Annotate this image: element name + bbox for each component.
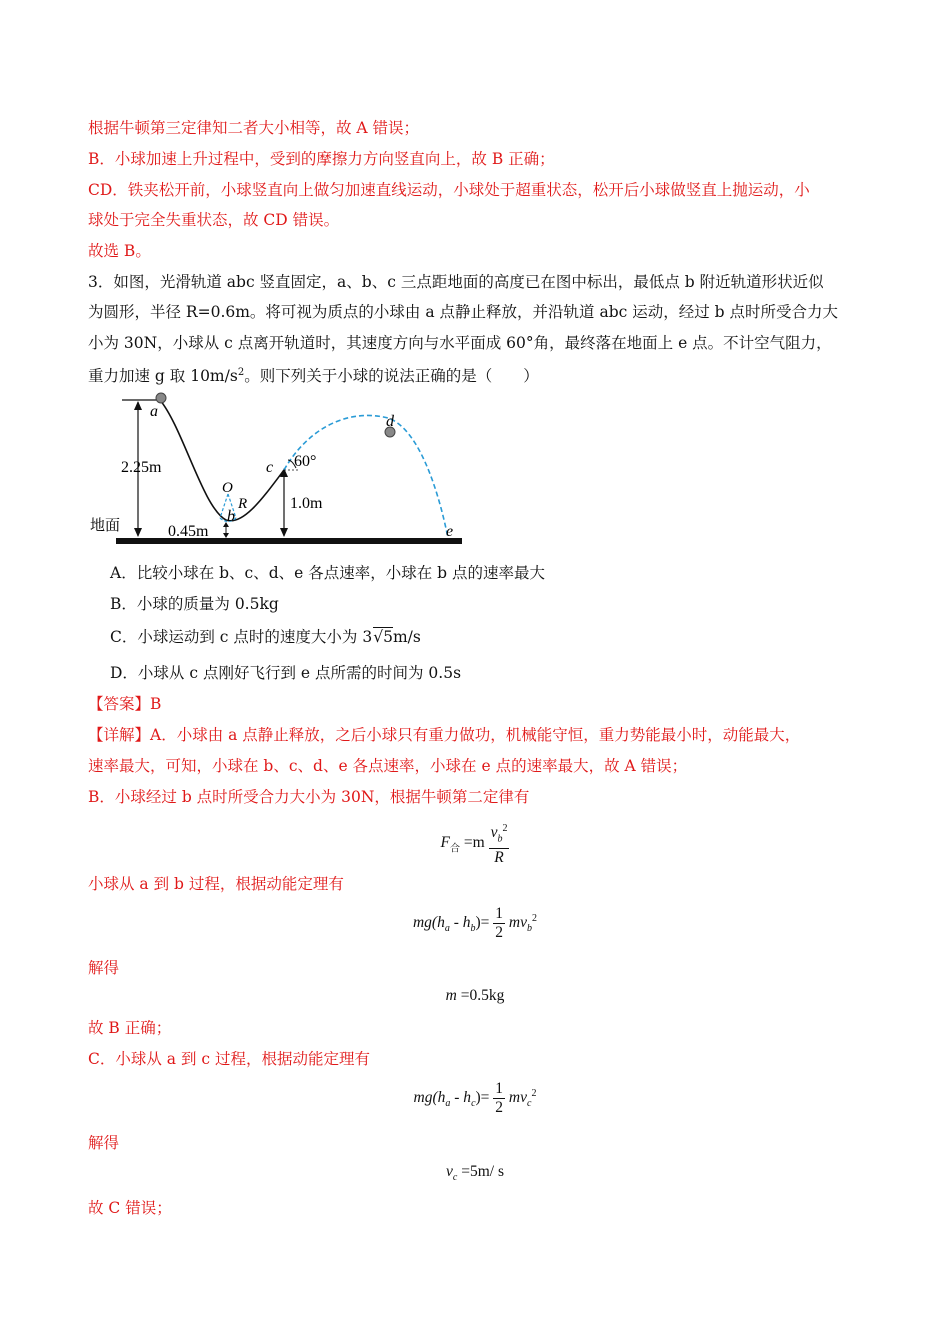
q3-line-4-b: 。则下列关于小球的说法正确的是（ ） bbox=[244, 367, 539, 386]
detail-line-3: B．小球经过 b 点时所受合力大小为 30N，根据牛顿第二定律有 bbox=[88, 788, 530, 806]
answer-label: 【答案】B bbox=[88, 695, 162, 713]
label-d: d bbox=[386, 413, 394, 430]
equation-3: m =0.5kg bbox=[445, 987, 505, 1004]
detail-line-7: C．小球从 a 到 c 过程，根据动能定理有 bbox=[88, 1050, 370, 1068]
option-d: D．小球从 c 点刚好飞行到 e 点所需的时间为 0.5s bbox=[110, 664, 462, 682]
label-ha: 2.25m bbox=[121, 459, 162, 476]
option-c: C．小球运动到 c 点时的速度大小为 3√5m/s bbox=[110, 628, 421, 646]
label-c: c bbox=[266, 459, 274, 476]
prev-line-1: 根据牛顿第三定律知二者大小相等，故 A 错误； bbox=[88, 119, 420, 137]
label-ground: 地面 bbox=[90, 516, 121, 534]
detail-line-4: 小球从 a 到 b 过程，根据动能定理有 bbox=[88, 875, 344, 893]
label-a: a bbox=[150, 403, 158, 420]
prev-line-3: CD．铁夹松开前，小球竖直向上做匀加速直线运动，小球处于超重状态，松开后小球做竖直上抛运动，小 bbox=[88, 181, 810, 199]
detail-line-9: 故 C 错误； bbox=[88, 1199, 172, 1217]
detail-line-2: 速率最大，可知，小球在 b、c、d、e 各点速率，小球在 e 点的速率最大，故 A 错误； bbox=[88, 757, 688, 775]
detail-line-1: 【详解】A．小球由 a 点静止释放，之后小球只有重力做功，机械能守恒，重力势能最小时，动能最大， bbox=[88, 726, 801, 744]
detail-line-5: 解得 bbox=[88, 959, 120, 977]
option-a: A．比较小球在 b、c、d、e 各点速率，小球在 b 点的速率最大 bbox=[110, 564, 546, 582]
option-b: B．小球的质量为 0.5kg bbox=[110, 595, 279, 613]
equation-5: $v_c =5m/$ s bbox=[446, 1163, 504, 1184]
track-figure bbox=[88, 388, 478, 550]
label-e: e bbox=[446, 523, 454, 540]
q3-line-4 bbox=[88, 363, 539, 386]
label-b: b bbox=[227, 508, 235, 525]
option-c-radicand: 5 bbox=[383, 628, 393, 646]
ball-a bbox=[156, 393, 166, 403]
equation-4: $mg(h_a - h_c)=$ $\frac{1}{2}$ $mv_c^2$ bbox=[413, 1080, 537, 1116]
detail-line-8: 解得 bbox=[88, 1134, 120, 1152]
label-hb: 0.45m bbox=[168, 523, 209, 540]
label-O: O bbox=[222, 480, 233, 496]
option-c-pre: C．小球运动到 c 点时的速度大小为 3 bbox=[110, 628, 373, 646]
q3-line-2: 为圆形，半径 R=0.6m。将可视为质点的小球由 a 点静止释放，并沿轨道 abc 运动，经过 b 点时所受合力大 bbox=[88, 303, 839, 321]
equation-1: $F_合 =m$ $\frac{v_b^2}{R}$ bbox=[0, 820, 950, 867]
prev-line-2: B．小球加速上升过程中，受到的摩擦力方向竖直向上，故 B 正确； bbox=[88, 150, 555, 168]
equation-2: $mg(h_a - h_b)=$ $\frac{1}{2}$ $mv_b^2$ bbox=[412, 905, 537, 941]
q3-line-3: 小为 30N，小球从 c 点离开轨道时，其速度方向与水平面成 60°角，最终落在地面上 e 点。不计空气阻力， bbox=[88, 334, 832, 352]
prev-line-5: 故选 B。 bbox=[88, 242, 151, 260]
q3-line-1: 3．如图，光滑轨道 abc 竖直固定，a、b、c 三点距地面的高度已在图中标出，最低点 b 附近轨道形状近似 bbox=[88, 273, 824, 291]
option-c-post: m/s bbox=[392, 628, 421, 646]
q3-line-4-sup: 2 bbox=[237, 367, 245, 378]
label-R: R bbox=[238, 496, 248, 512]
q3-line-4-a: 重力加速 g 取 10m/s bbox=[88, 367, 238, 386]
label-hc: 1.0m bbox=[290, 495, 323, 512]
trajectory bbox=[284, 415, 448, 538]
label-angle: 60° bbox=[294, 453, 317, 470]
prev-line-4: 球处于完全失重状态，故 CD 错误。 bbox=[88, 211, 340, 229]
detail-line-6: 故 B 正确； bbox=[88, 1019, 172, 1037]
